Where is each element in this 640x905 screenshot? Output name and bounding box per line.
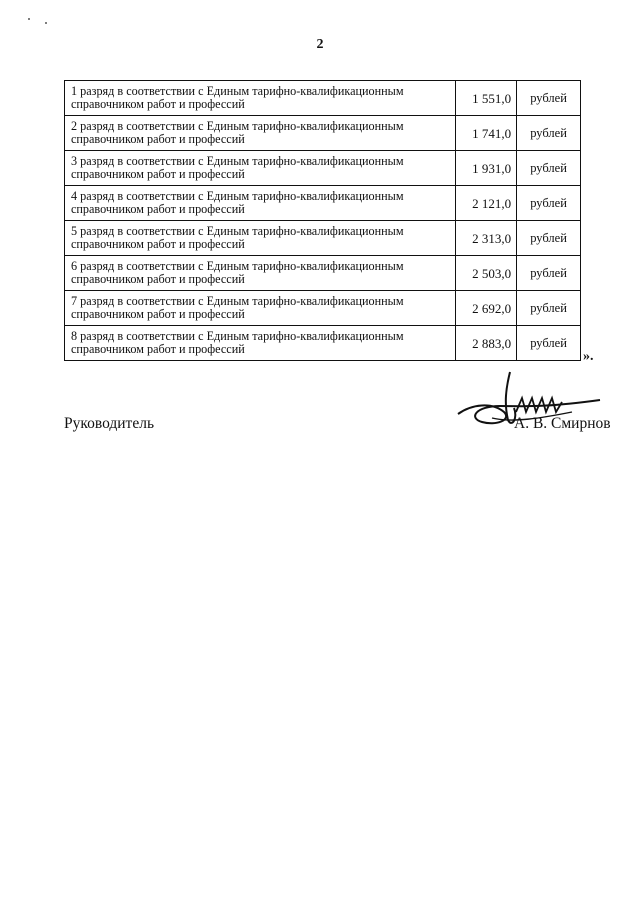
rate-description: 1 разряд в соответствии с Единым тарифно-квалификационным справочником работ и профессий xyxy=(65,81,456,116)
rate-unit: рублей xyxy=(517,256,581,291)
rate-amount: 2 883,0 xyxy=(456,326,517,361)
rate-unit: рублей xyxy=(517,116,581,151)
rate-description: 4 разряд в соответствии с Единым тарифно-квалификационным справочником работ и профессий xyxy=(65,186,456,221)
table-row xyxy=(65,116,581,151)
rate-unit: рублей xyxy=(517,221,581,256)
scan-speck xyxy=(45,22,47,24)
rate-description: 6 разряд в соответствии с Единым тарифно-квалификационным справочником работ и профессий xyxy=(65,256,456,291)
scan-speck xyxy=(28,18,30,20)
table-row xyxy=(65,151,581,186)
rate-description: 2 разряд в соответствии с Единым тарифно-квалификационным справочником работ и профессий xyxy=(65,116,456,151)
rate-amount: 2 692,0 xyxy=(456,291,517,326)
rate-amount: 2 313,0 xyxy=(456,221,517,256)
rate-amount: 2 121,0 xyxy=(456,186,517,221)
rate-unit: рублей xyxy=(517,81,581,116)
rate-description: 7 разряд в соответствии с Единым тарифно-квалификационным справочником работ и профессий xyxy=(65,291,456,326)
rate-description: 8 разряд в соответствии с Единым тарифно-квалификационным справочником работ и профессий xyxy=(65,326,456,361)
rates-table-body xyxy=(65,81,581,361)
table-row xyxy=(65,221,581,256)
signer-position: Руководитель xyxy=(64,415,155,432)
rate-amount: 1 551,0 xyxy=(456,81,517,116)
rate-amount: 1 741,0 xyxy=(456,116,517,151)
rate-description: 3 разряд в соответствии с Единым тарифно-квалификационным справочником работ и профессий xyxy=(65,151,456,186)
rate-unit: рублей xyxy=(517,186,581,221)
rate-unit: рублей xyxy=(517,291,581,326)
rate-unit: рублей xyxy=(517,326,581,361)
page-number: 2 xyxy=(316,37,324,52)
rate-unit: рублей xyxy=(517,151,581,186)
rate-amount: 2 503,0 xyxy=(456,256,517,291)
table-row xyxy=(65,81,581,116)
closing-quote: ». xyxy=(583,349,594,364)
rates-table xyxy=(64,80,581,361)
table-row xyxy=(65,326,581,361)
signer-name: А. В. Смирнов xyxy=(514,415,611,432)
rate-amount: 1 931,0 xyxy=(456,151,517,186)
table-row xyxy=(65,186,581,221)
table-row xyxy=(65,291,581,326)
rate-description: 5 разряд в соответствии с Единым тарифно-квалификационным справочником работ и профессий xyxy=(65,221,456,256)
table-row xyxy=(65,256,581,291)
